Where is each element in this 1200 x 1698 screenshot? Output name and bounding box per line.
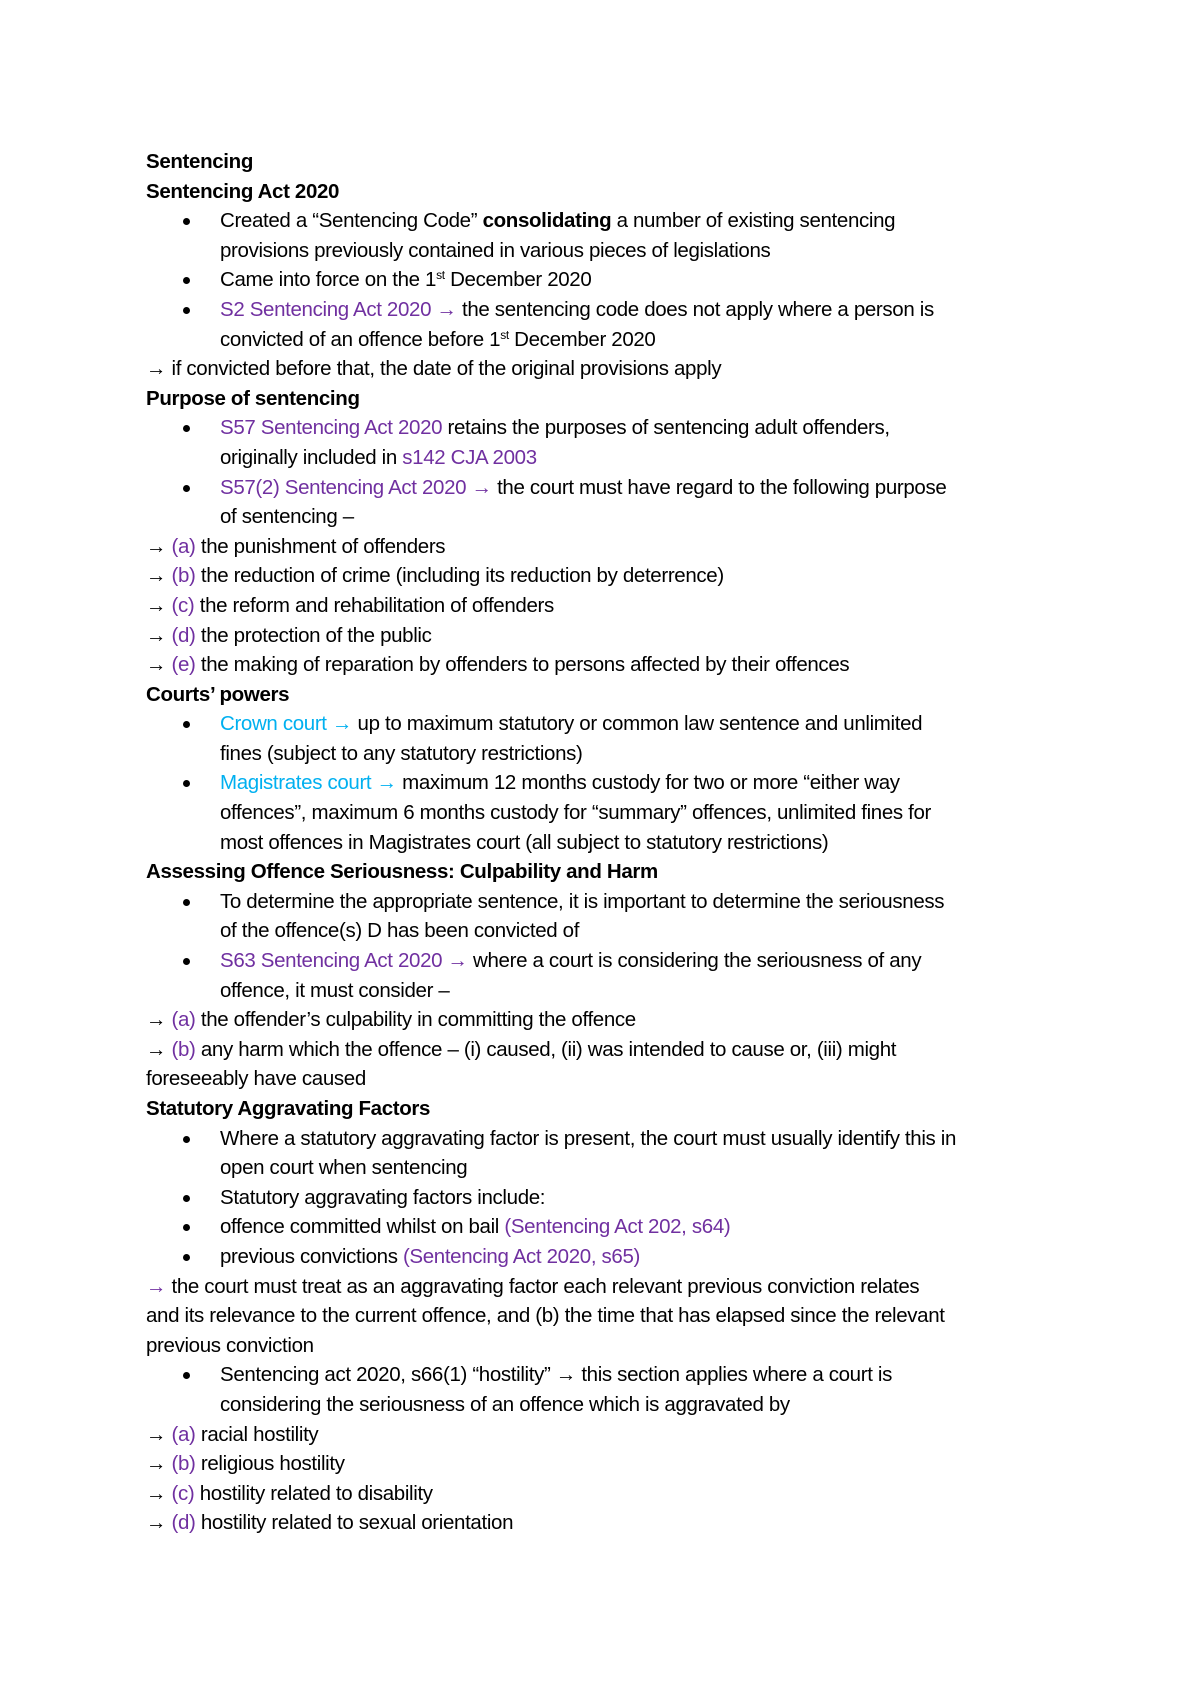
bullet-continuation: originally included in s142 CJA 2003 bbox=[220, 445, 537, 469]
list-item: → (b) any harm which the offence – (i) caused, (ii) was intended to cause or, (iii) might bbox=[146, 1037, 897, 1061]
bullet-dot-icon bbox=[183, 899, 190, 906]
list-item: → (b) religious hostility bbox=[146, 1452, 345, 1476]
bullet-continuation: most offences in Magistrates court (all subject to statutory restrictions) bbox=[220, 830, 829, 854]
arrow-right-icon: → bbox=[146, 1422, 167, 1446]
bullet-continuation: considering the seriousness of an offence which is aggravated by bbox=[220, 1392, 790, 1416]
arrow-note: → if convicted before that, the date of the original provisions apply bbox=[146, 357, 722, 381]
court-name: Magistrates court → bbox=[220, 771, 397, 795]
document-title: Sentencing bbox=[146, 150, 253, 173]
bullet-continuation: offence, it must consider – bbox=[220, 978, 450, 1002]
bullet-continuation: of the offence(s) D has been convicted of bbox=[220, 919, 580, 943]
bullet-item: Sentencing act 2020, s66(1) “hostility” → this section applies where a court is bbox=[146, 1360, 1081, 1390]
bullet-dot-icon bbox=[183, 1372, 190, 1379]
bullet-dot-icon bbox=[183, 425, 190, 432]
item-label: (a) bbox=[171, 534, 196, 558]
item-label: (b) bbox=[171, 1037, 196, 1061]
statute-reference: (Sentencing Act 2020, s65) bbox=[402, 1244, 640, 1268]
arrow-right-icon: → bbox=[436, 297, 457, 321]
bullet-dot-icon bbox=[183, 307, 190, 314]
bullet-continuation: of sentencing – bbox=[220, 505, 354, 529]
statute-reference: s142 CJA 2003 bbox=[402, 445, 537, 469]
item-label: (c) bbox=[171, 1481, 195, 1505]
arrow-right-icon: → bbox=[146, 1452, 167, 1476]
bullet-dot-icon bbox=[183, 958, 190, 965]
arrow-right-icon: → bbox=[555, 1363, 576, 1387]
list-item: → (c) hostility related to disability bbox=[146, 1481, 433, 1505]
bullet-dot-icon bbox=[183, 1224, 190, 1231]
arrow-right-icon: → bbox=[146, 623, 167, 647]
bullet-item: S57(2) Sentencing Act 2020 → the court must have regard to the following purpose bbox=[146, 473, 1081, 503]
bullet-dot-icon bbox=[183, 780, 190, 787]
arrow-right-icon: → bbox=[332, 712, 353, 736]
item-label: (c) bbox=[171, 593, 195, 617]
list-item: → (a) the offender’s culpability in committing the offence bbox=[146, 1008, 636, 1032]
bullet-dot-icon bbox=[183, 218, 190, 225]
item-label: (e) bbox=[171, 653, 196, 677]
item-label: (b) bbox=[171, 564, 196, 588]
bullet-item: Created a “Sentencing Code” consolidating a number of existing sentencing bbox=[146, 206, 1081, 236]
bullet-item: To determine the appropriate sentence, it is important to determine the seriousness bbox=[146, 887, 1081, 917]
section-heading-aggravating: Statutory Aggravating Factors bbox=[146, 1097, 431, 1120]
arrow-right-icon: → bbox=[146, 1481, 167, 1505]
bullet-continuation: convicted of an offence before 1st December 2020 bbox=[220, 327, 656, 351]
arrow-right-icon: → bbox=[376, 771, 397, 795]
arrow-right-icon: → bbox=[146, 1008, 167, 1032]
arrow-right-icon: → bbox=[146, 1037, 167, 1061]
arrow-right-icon: → bbox=[146, 1274, 167, 1298]
bullet-item: S63 Sentencing Act 2020 → where a court is considering the seriousness of any bbox=[146, 946, 1081, 976]
bullet-continuation: open court when sentencing bbox=[220, 1156, 468, 1180]
section-heading-seriousness: Assessing Offence Seriousness: Culpability and Harm bbox=[146, 860, 658, 884]
arrow-right-icon: → bbox=[447, 949, 468, 973]
list-item: → (a) racial hostility bbox=[146, 1422, 319, 1446]
item-label: (d) bbox=[171, 1511, 196, 1535]
statute-reference: S2 Sentencing Act 2020 → bbox=[220, 297, 457, 321]
section-heading-courts-powers: Courts’ powers bbox=[146, 682, 290, 706]
arrow-right-icon: → bbox=[146, 534, 167, 558]
bullet-item: Statutory aggravating factors include: bbox=[146, 1183, 1081, 1213]
bullet-dot-icon bbox=[183, 485, 190, 492]
arrow-right-icon: → bbox=[146, 1511, 167, 1535]
bullet-dot-icon bbox=[183, 1254, 190, 1261]
arrow-right-icon: → bbox=[146, 564, 167, 588]
list-item: → (d) hostility related to sexual orientation bbox=[146, 1511, 514, 1535]
bullet-item: Crown court → up to maximum statutory or common law sentence and unlimited bbox=[146, 709, 1081, 739]
arrow-right-icon: → bbox=[146, 653, 167, 677]
bullet-item: Came into force on the 1st December 2020 bbox=[146, 265, 1081, 295]
bullet-item: Magistrates court → maximum 12 months custody for two or more “either way bbox=[146, 768, 1081, 798]
statute-reference: S57(2) Sentencing Act 2020 → bbox=[220, 475, 492, 499]
section-heading-sentencing-act: Sentencing Act 2020 bbox=[146, 179, 340, 203]
statute-reference: S57 Sentencing Act 2020 bbox=[220, 416, 443, 440]
list-item: → (c) the reform and rehabilitation of offenders bbox=[146, 593, 554, 617]
bullet-dot-icon bbox=[183, 277, 190, 284]
item-label: (d) bbox=[171, 623, 196, 647]
section-heading-purpose: Purpose of sentencing bbox=[146, 386, 360, 410]
arrow-note-continuation: previous conviction bbox=[146, 1333, 314, 1357]
bullet-item: previous convictions (Sentencing Act 2020, s65) bbox=[146, 1242, 1081, 1272]
item-label: (a) bbox=[171, 1008, 196, 1032]
arrow-right-icon: → bbox=[146, 593, 167, 617]
list-item: → (b) the reduction of crime (including its reduction by deterrence) bbox=[146, 564, 724, 588]
arrow-note: → the court must treat as an aggravating factor each relevant previous conviction relates bbox=[146, 1274, 920, 1298]
list-item: → (a) the punishment of offenders bbox=[146, 534, 446, 558]
item-label: (a) bbox=[171, 1422, 196, 1446]
item-label: (b) bbox=[171, 1452, 196, 1476]
bullet-dot-icon bbox=[183, 721, 190, 728]
bullet-item: S2 Sentencing Act 2020 → the sentencing code does not apply where a person is bbox=[146, 295, 1081, 325]
bullet-continuation: offences”, maximum 6 months custody for “summary” offences, unlimited fines for bbox=[220, 801, 932, 825]
arrow-right-icon: → bbox=[146, 357, 167, 381]
court-name: Crown court → bbox=[220, 712, 353, 736]
statute-reference: (Sentencing Act 202, s64) bbox=[504, 1215, 731, 1239]
statute-reference: S63 Sentencing Act 2020 → bbox=[220, 949, 468, 973]
bullet-dot-icon bbox=[183, 1195, 190, 1202]
bullet-dot-icon bbox=[183, 1136, 190, 1143]
bullet-item: S57 Sentencing Act 2020 retains the purposes of sentencing adult offenders, bbox=[146, 413, 1081, 443]
list-item-continuation: foreseeably have caused bbox=[146, 1067, 366, 1091]
bullet-continuation: fines (subject to any statutory restrictions) bbox=[220, 741, 583, 765]
arrow-right-icon: → bbox=[471, 475, 492, 499]
bullet-item: Where a statutory aggravating factor is present, the court must usually identify this in bbox=[146, 1124, 1081, 1154]
bullet-item: offence committed whilst on bail (Sentencing Act 202, s64) bbox=[146, 1212, 1081, 1242]
notes-body bbox=[146, 147, 1081, 1538]
bullet-continuation: provisions previously contained in various pieces of legislations bbox=[220, 238, 771, 262]
list-item: → (e) the making of reparation by offenders to persons affected by their offences bbox=[146, 653, 850, 677]
list-item: → (d) the protection of the public bbox=[146, 623, 432, 647]
arrow-note-continuation: and its relevance to the current offence, and (b) the time that has elapsed since the relevant bbox=[146, 1304, 945, 1328]
